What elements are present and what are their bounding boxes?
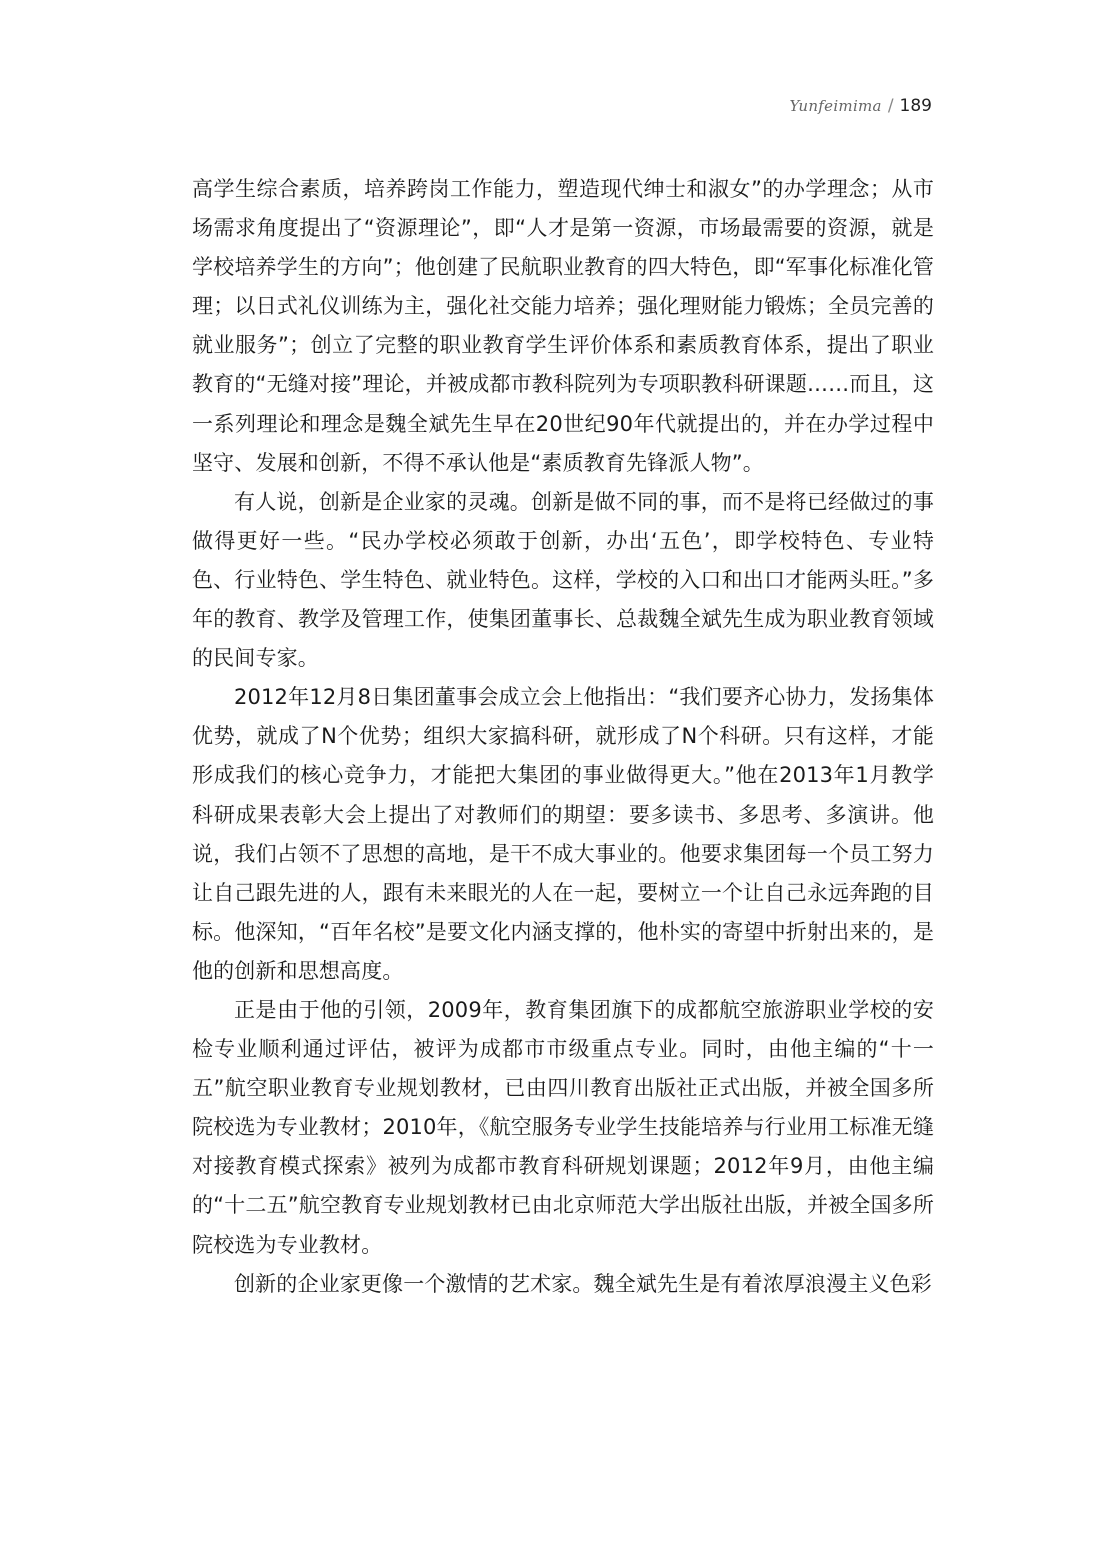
page-number: 189 [899, 96, 932, 116]
body-text [192, 170, 934, 1304]
paragraph-1: 高学生综合素质，培养跨岗工作能力，塑造现代绅士和淑女”的办学理念；从市场需求角度提出了“资源理论”，即“人才是第一资源，市场最需要的资源，就是学校培养学生的方向”；他创建了民航职业教育的四大特色，即“军事化标准化管理；以日式礼仪训练为主，强化社交能力培养；强化理财能力锻炼；全员完善的就业服务”；创立了完整的职业教育学生评价体系和素质教育体系，提出了职业教育的“无缝对接”理论，并被成都市教科院列为专项职教科研课题……而且，这一系列理论和理念是魏全斌先生早在20世纪90年代就提出的，并在办学过程中坚守、发展和创新，不得不承认他是“素质教育先锋派人物”。 [192, 177, 934, 475]
paragraph-4: 正是由于他的引领，2009年，教育集团旗下的成都航空旅游职业学校的安检专业顺利通过评估，被评为成都市市级重点专业。同时，由他主编的“十一五”航空职业教育专业规划教材，已由四川教育出版社正式出版，并被全国多所院校选为专业教材；2010年，《航空服务专业学生技能培养与行业用工标准无缝对接教育模式探索》被列为成都市教育科研规划课题；2012年9月，由他主编的“十二五”航空教育专业规划教材已由北京师范大学出版社出版，并被全国多所院校选为专业教材。 [192, 997, 934, 1257]
header-separator: / [887, 96, 894, 116]
paragraph-5: 创新的企业家更像一个激情的艺术家。魏全斌先生是有着浓厚浪漫主义色彩 [234, 1271, 932, 1296]
header-title: Yunfeimima [789, 97, 882, 115]
paragraph-3: 2012年12月8日集团董事会成立会上他指出：“我们要齐心协力，发扬集体优势，就成了N个优势；组织大家搞科研，就形成了N个科研。只有这样，才能形成我们的核心竞争力，才能把大集团的事业做得更大。”他在2013年1月教学科研成果表彰大会上提出了对教师们的期望：要多读书、多思考、多演讲。他说，我们占领不了思想的高地，是干不成大事业的。他要求集团每一个员工努力让自己跟先进的人，跟有未来眼光的人在一起，要树立一个让自己永远奔跑的目标。他深知，“百年名校”是要文化内涵支撑的，他朴实的寄望中折射出来的，是他的创新和思想高度。 [192, 685, 934, 983]
running-header [789, 96, 932, 116]
paragraph-2: 有人说，创新是企业家的灵魂。创新是做不同的事，而不是将已经做过的事做得更好一些。“民办学校必须敢于创新，办出‘五色’，即学校特色、专业特色、行业特色、学生特色、就业特色。这样，学校的入口和出口才能两头旺。”多年的教育、教学及管理工作，使集团董事长、总裁魏全斌先生成为职业教育领域的民间专家。 [192, 489, 934, 671]
